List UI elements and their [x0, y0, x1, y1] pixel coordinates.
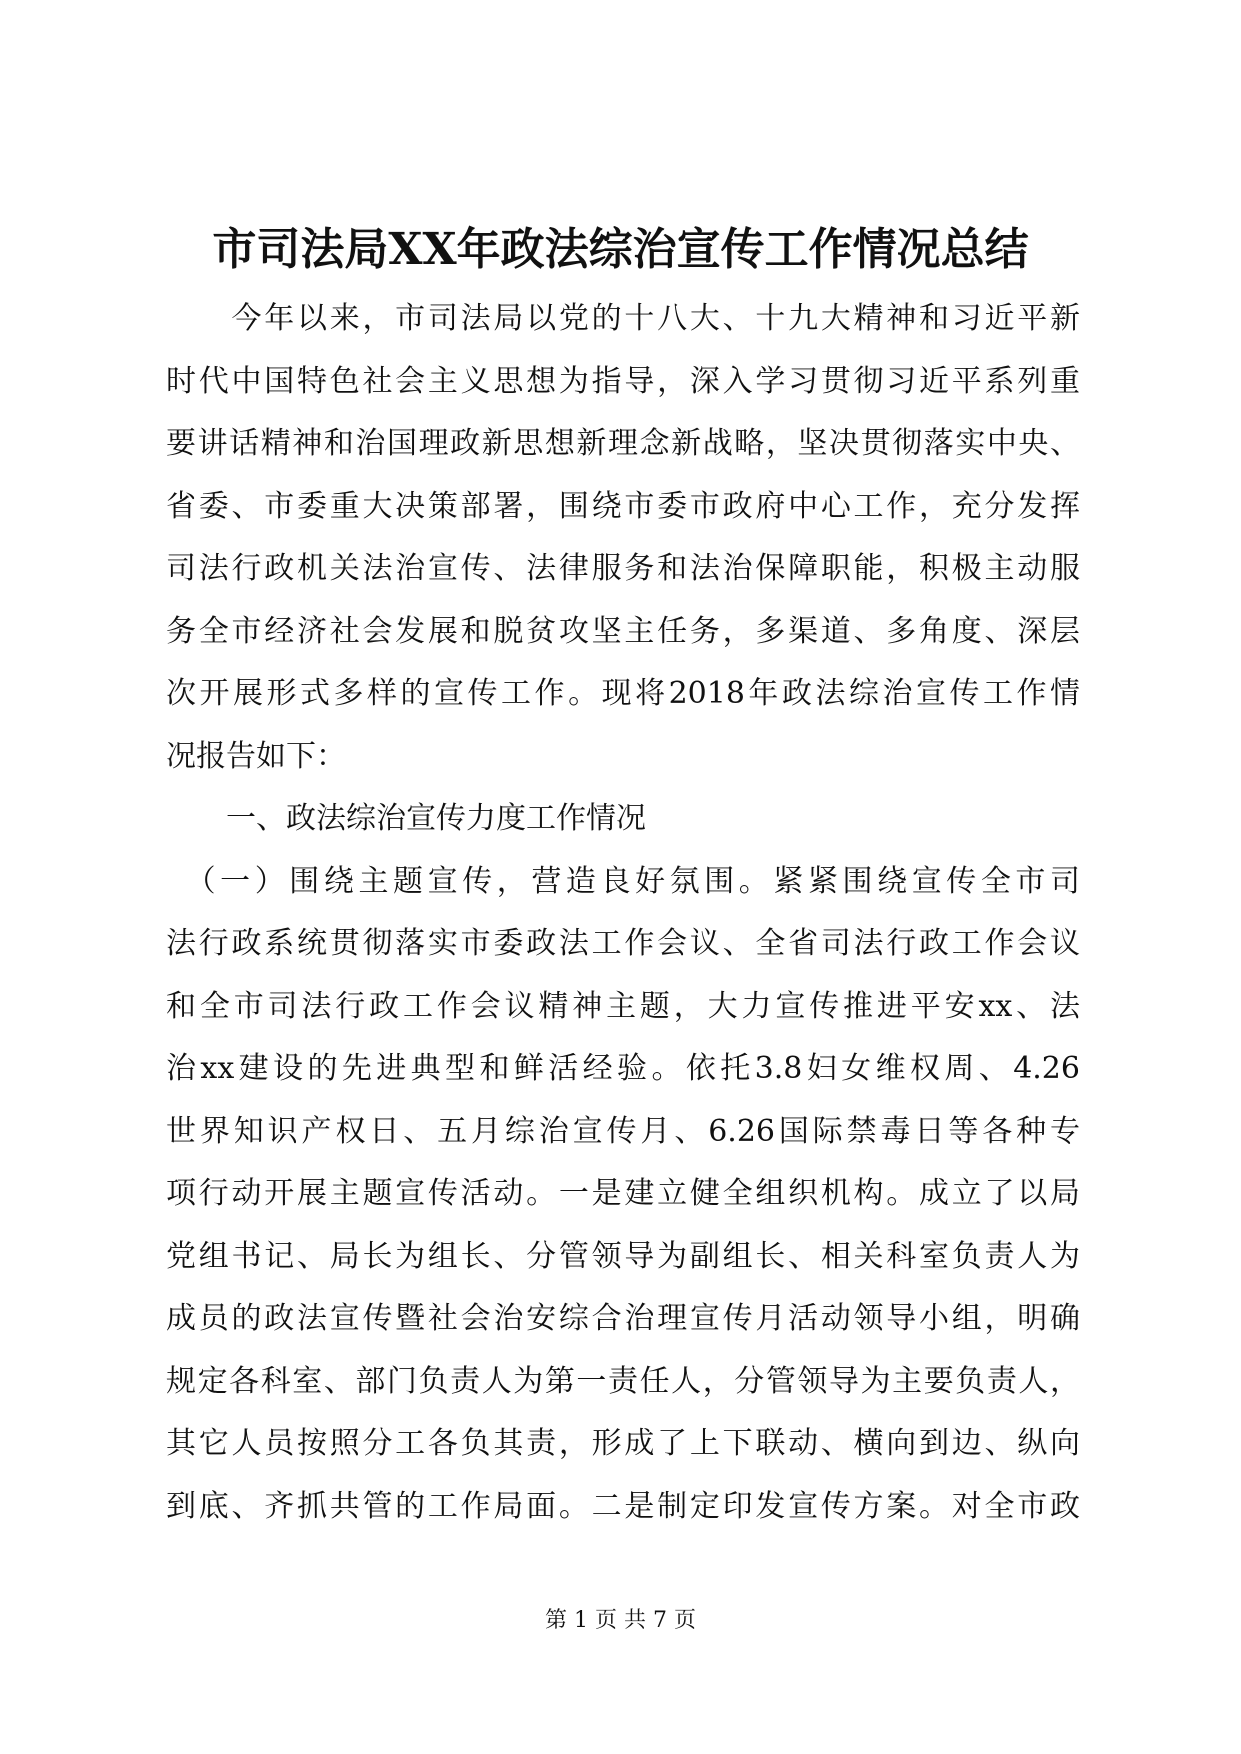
body-line: 世界知识产权日、五月综治宣传月、6.26国际禁毒日等各种专 [166, 1113, 1080, 1149]
body-line: 法行政系统贯彻落实市委政法工作会议、全省司法行政工作会议 [166, 926, 1080, 961]
document-title: 市司法局XX年政法综治宣传工作情况总结 [212, 224, 1029, 275]
body-line: 今年以来，市司法局以党的十八大、十九大精神和习近平新 [166, 301, 1080, 336]
body-line: 况报告如下： [166, 738, 346, 774]
document-body [166, 288, 1080, 1538]
body-line: （一）围绕主题宣传，营造良好氛围。紧紧围绕宣传全市司 [166, 863, 1080, 899]
section-heading: 一、政法综治宣传力度工作情况 [166, 801, 646, 836]
body-line: 其它人员按照分工各负其责，形成了上下联动、横向到边、纵向 [166, 1426, 1080, 1461]
body-line: 治xx建设的先进典型和鲜活经验。依托3.8妇女维权周、4.26 [166, 1051, 1080, 1086]
body-line: 成员的政法宣传暨社会治安综合治理宣传月活动领导小组，明确 [166, 1301, 1080, 1336]
body-line: 时代中国特色社会主义思想为指导，深入学习贯彻习近平系列重 [166, 363, 1080, 399]
body-line: 规定各科室、部门负责人为第一责任人，分管领导为主要负责人， [166, 1363, 1080, 1399]
body-line: 项行动开展主题宣传活动。一是建立健全组织机构。成立了以局 [166, 1176, 1080, 1211]
body-line: 和全市司法行政工作会议精神主题，大力宣传推进平安xx、法 [166, 988, 1080, 1024]
body-line: 务全市经济社会发展和脱贫攻坚主任务，多渠道、多角度、深层 [166, 613, 1080, 649]
body-line: 到底、齐抓共管的工作局面。二是制定印发宣传方案。对全市政 [166, 1488, 1080, 1524]
body-line: 党组书记、局长为组长、分管领导为副组长、相关科室负责人为 [166, 1238, 1080, 1274]
body-line: 司法行政机关法治宣传、法律服务和法治保障职能，积极主动服 [166, 551, 1080, 586]
body-line: 省委、市委重大决策部署，围绕市委市政府中心工作，充分发挥 [166, 488, 1080, 524]
body-line: 要讲话精神和治国理政新思想新理念新战略，坚决贯彻落实中央、 [166, 426, 1080, 461]
body-line: 次开展形式多样的宣传工作。现将2018年政法综治宣传工作情 [166, 676, 1080, 711]
page-footer: 第 1 页 共 7 页 [545, 1608, 696, 1633]
